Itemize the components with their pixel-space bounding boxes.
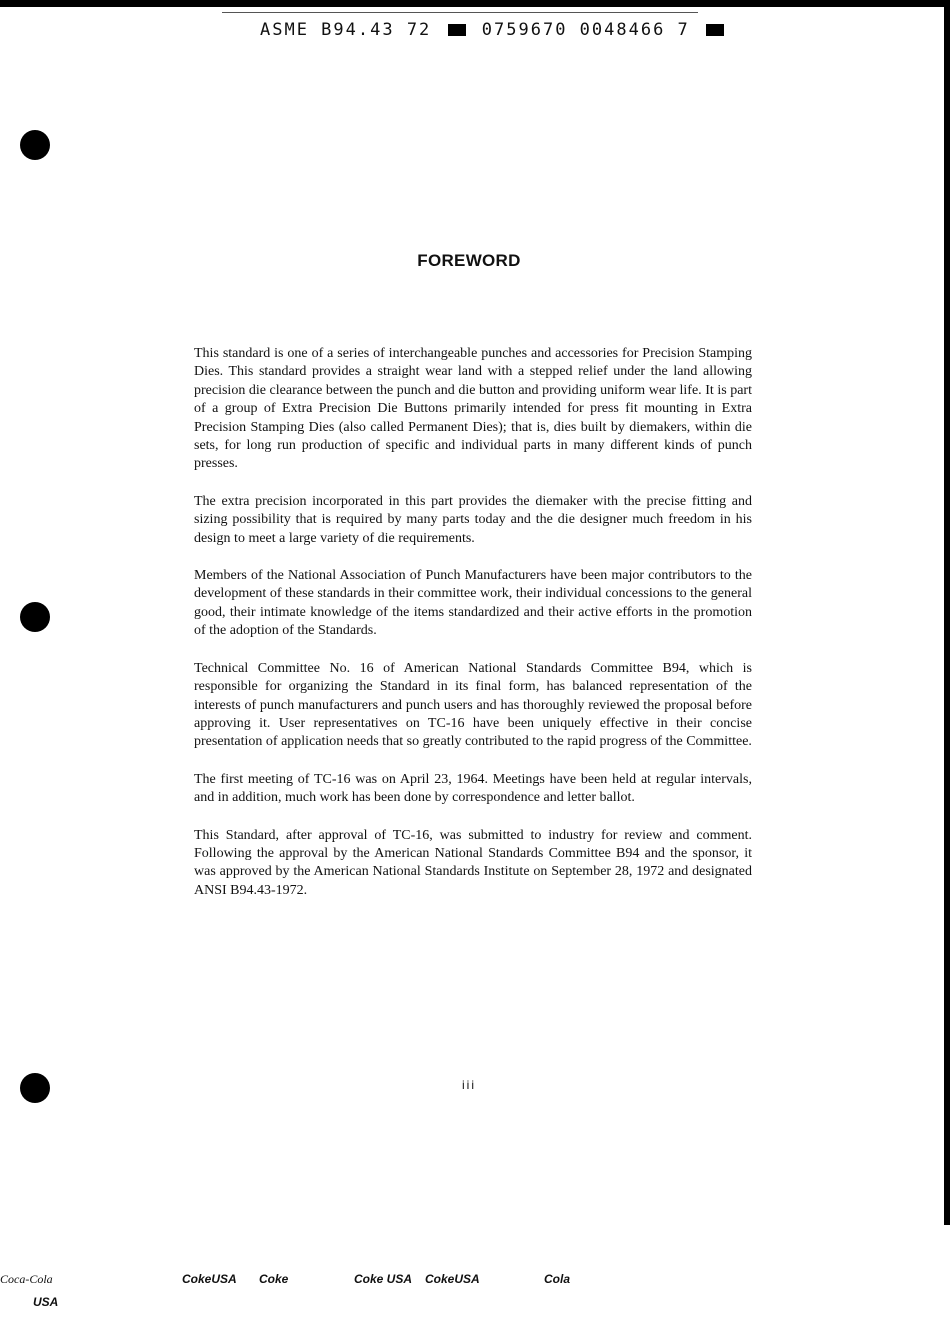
paragraph: The first meeting of TC-16 was on April 23, 1964. Meetings have been held at regular intervals, and in addition, much work has been done by correspondence and letter ballot. (194, 771, 752, 806)
footer-logo: Coca-Cola (0, 1272, 53, 1286)
paragraph: This standard is one of a series of interchangeable punches and accessories for Precision Stamping Dies. This standard provides a straight wear land with a stepped relief under the land allowing precision die clearance between the punch and die button and providing uniform wear life. It is part of a group of Extra Precision Die Buttons primarily intended for press fit mounting in Extra Precision Stamping Dies (also called Permanent Dies); that is, dies built by diemakers, within die sets, for long run production of specific and individual parts in many different kinds of punch presses. (194, 346, 752, 472)
header-block-mark (706, 24, 724, 36)
paragraph: Technical Committee No. 16 of American National Standards Committee B94, which is responsible for organizing the Standard in its final form, has balanced representation of the interests of punch manufacturers and punch users and has thoroughly reviewed the proposal before approving it. User representatives on TC-16 have been uniquely effective in their concise presentation of application needs that so greatly contributed to the rapid progress of the Committee. (194, 660, 752, 750)
footer-mark: Coke USA (354, 1272, 413, 1286)
paragraph: This Standard, after approval of TC-16, was submitted to industry for review and comment. Following the approval by the American National Standards Committee B94 and the sponsor, it was approved by the American National Standards Institute on September 28, 1972 and designated ANSI B94.43-1972. (194, 827, 752, 898)
paragraph: Members of the National Association of Punch Manufacturers have been major contributors to the development of these standards in their committee work, their individual concessions to the general good, their intimate knowledge of the items standardized and their active efforts in the promotion of the adoption of the Standards. (194, 568, 752, 639)
page-number: iii (462, 1078, 476, 1092)
top-border-rule (0, 0, 950, 7)
footer-mark: CokeUSA (425, 1272, 480, 1286)
footer-usa: USA (33, 1295, 59, 1309)
header-thin-rule (222, 12, 698, 13)
document-header-code (260, 20, 710, 40)
footer-mark: CokeUSA (182, 1272, 237, 1286)
footer-mark: Coke (259, 1272, 289, 1286)
punch-hole (20, 602, 50, 632)
foreword-body (194, 345, 752, 919)
right-edge-rule (944, 0, 950, 1225)
header-code-mid: 0759670 0048466 7 (481, 20, 690, 40)
header-code-left: ASME B94.43 72 (260, 20, 432, 40)
punch-hole (20, 130, 50, 160)
header-block-mark (448, 24, 466, 36)
paragraph: The extra precision incorporated in this part provides the diemaker with the precise fitting and sizing possibility that is required by many parts today and the die designer much freedom in his design to meet a large variety of die requirements. (194, 493, 752, 546)
footer-mark: Cola (544, 1272, 571, 1286)
page-title: FOREWORD (417, 251, 521, 270)
